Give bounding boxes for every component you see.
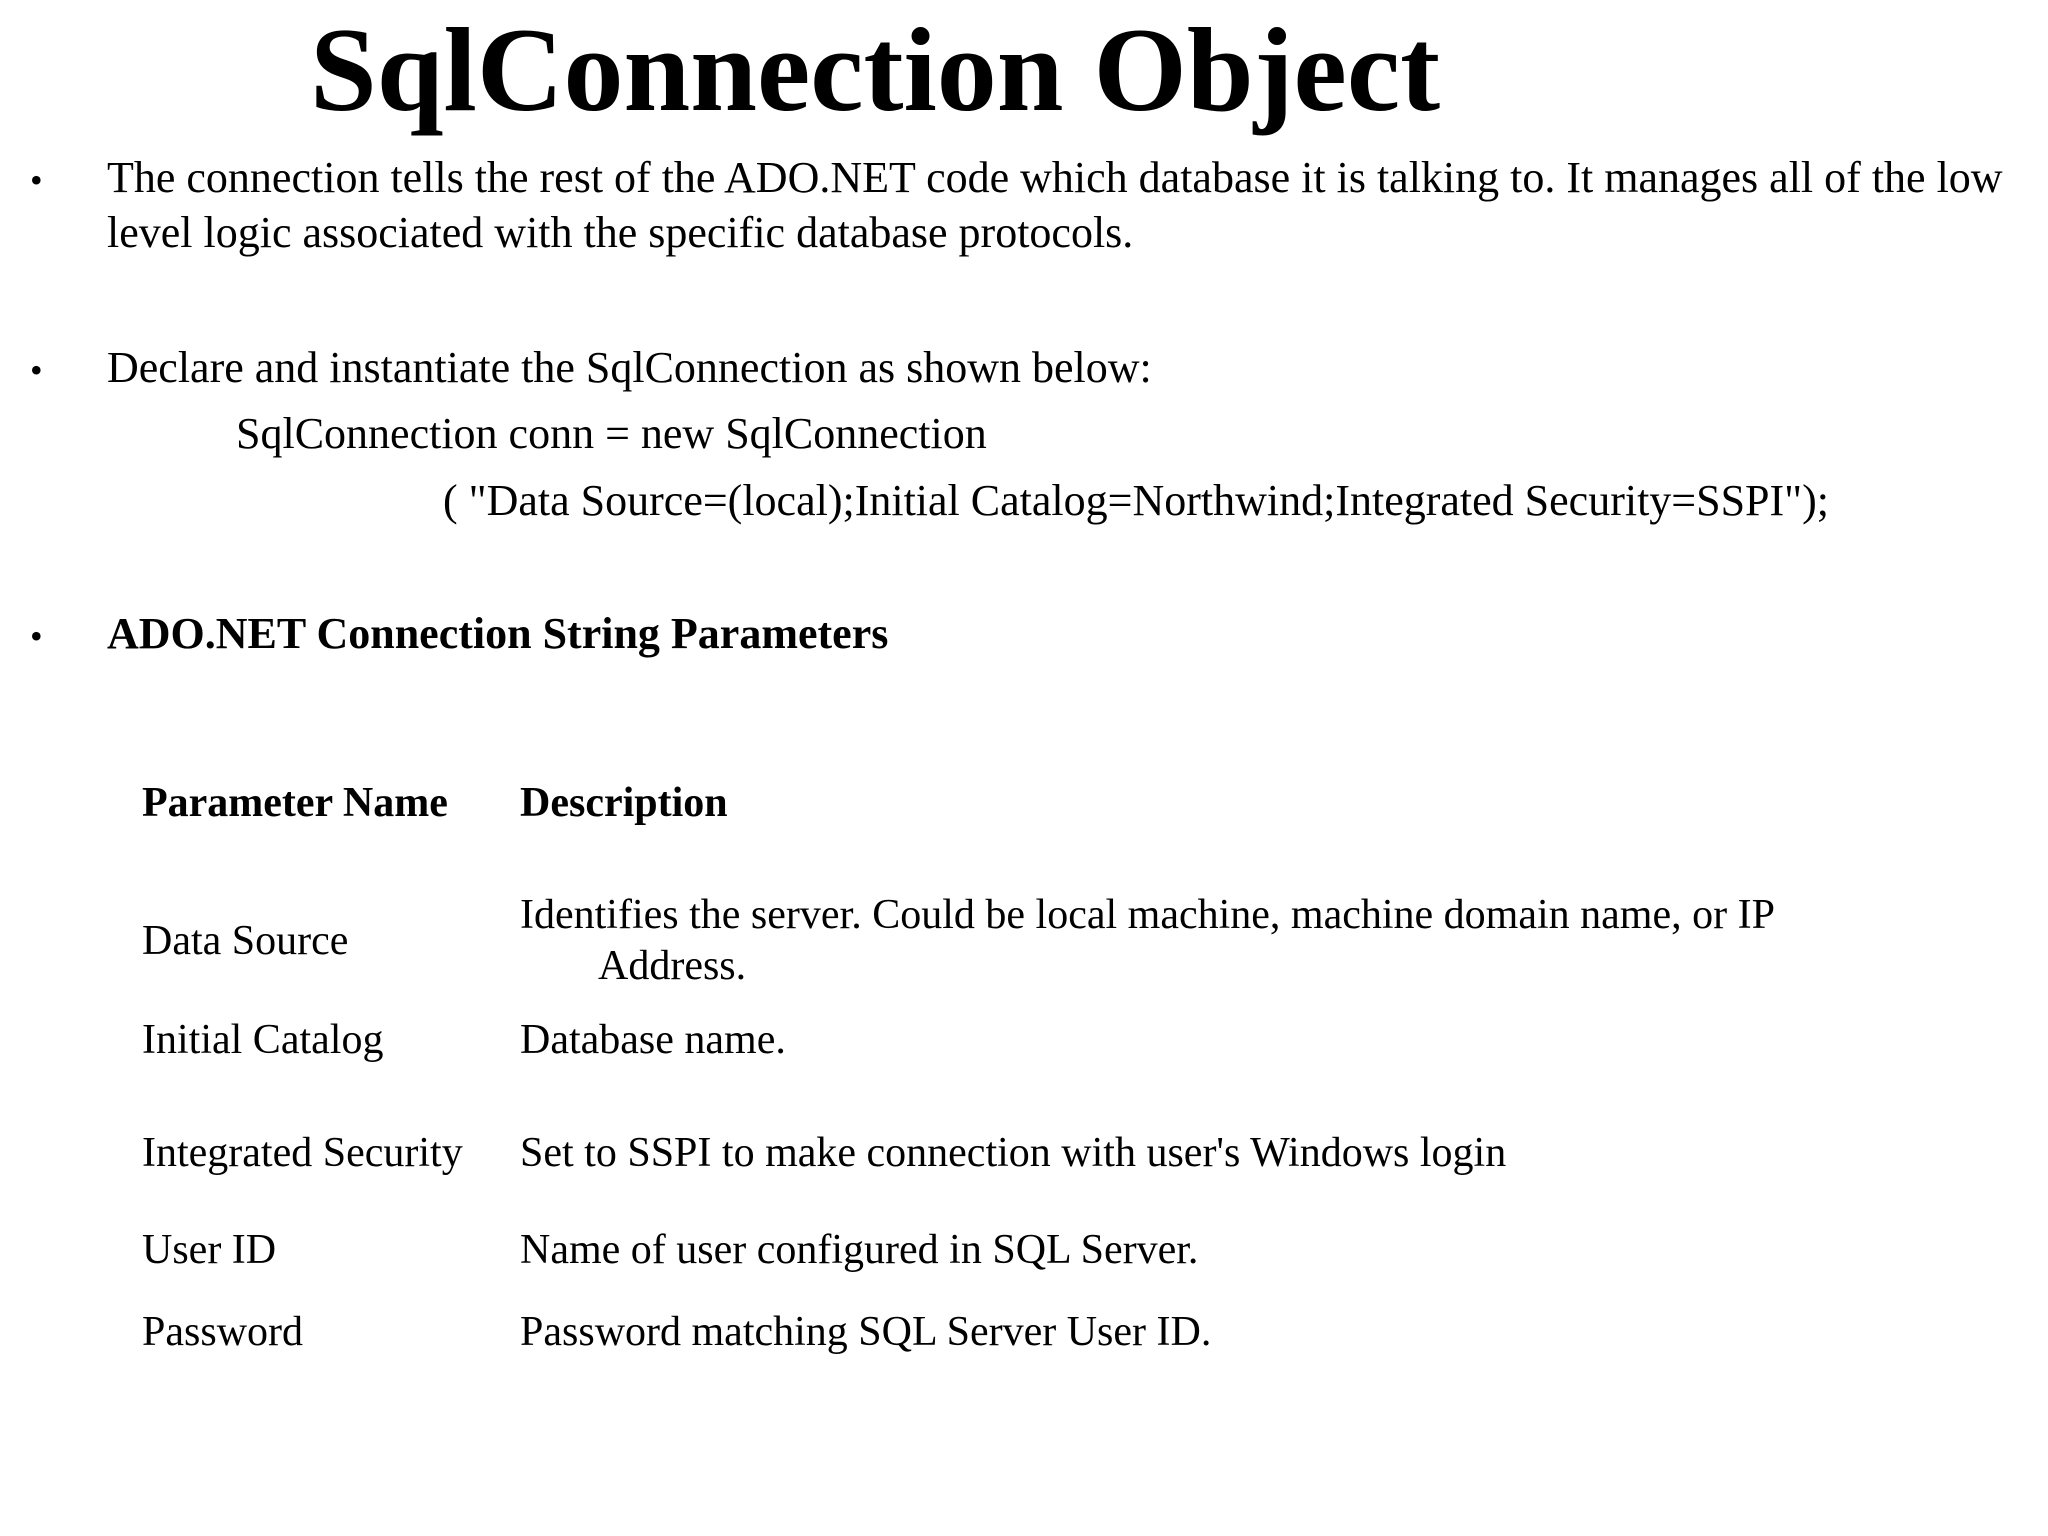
slide-title: SqlConnection Object (310, 3, 1441, 136)
table-row (142, 1098, 1942, 1208)
table-row (142, 1220, 1942, 1280)
code-line-declaration: SqlConnection conn = new SqlConnection (236, 409, 987, 458)
bullet-marker: • (30, 160, 43, 200)
table-row (142, 886, 1942, 996)
cell-parameter-name: Initial Catalog (142, 1016, 384, 1063)
cell-description: Password matching SQL Server User ID. (520, 1308, 1212, 1355)
cell-description (520, 890, 1940, 992)
bullet-connection-description: The connection tells the rest of the ADO.NET code which database it is talking to. It manages all of the low level logic associated with the specific database protocols. (107, 153, 2003, 257)
table-row (142, 1010, 1942, 1070)
code-line-connection-string: ( "Data Source=(local);Initial Catalog=Northwind;Integrated Security=SSPI"); (443, 476, 1830, 525)
table-header-row (142, 748, 1942, 858)
cell-parameter-name: User ID (142, 1226, 277, 1273)
cell-description: Name of user configured in SQL Server. (520, 1226, 1199, 1273)
cell-parameter-name: Integrated Security (142, 1129, 463, 1176)
cell-description-line: Address. (598, 943, 747, 989)
bullet-parameters-heading: ADO.NET Connection String Parameters (107, 609, 889, 658)
header-parameter-name: Parameter Name (142, 779, 448, 826)
bullet-marker: • (30, 616, 43, 656)
cell-description: Database name. (520, 1016, 786, 1063)
cell-parameter-name: Password (142, 1308, 304, 1355)
bullet-marker: • (30, 350, 43, 390)
cell-description: Set to SSPI to make connection with user's Windows login (520, 1129, 1507, 1176)
table-row (142, 1302, 1942, 1362)
cell-parameter-name: Data Source (142, 917, 349, 964)
bullet-declare-instantiate: Declare and instantiate the SqlConnection as shown below: (107, 343, 1152, 392)
cell-description-line: Identifies the server. Could be local machine, machine domain name, or IP (520, 892, 1775, 938)
header-description: Description (520, 779, 728, 826)
